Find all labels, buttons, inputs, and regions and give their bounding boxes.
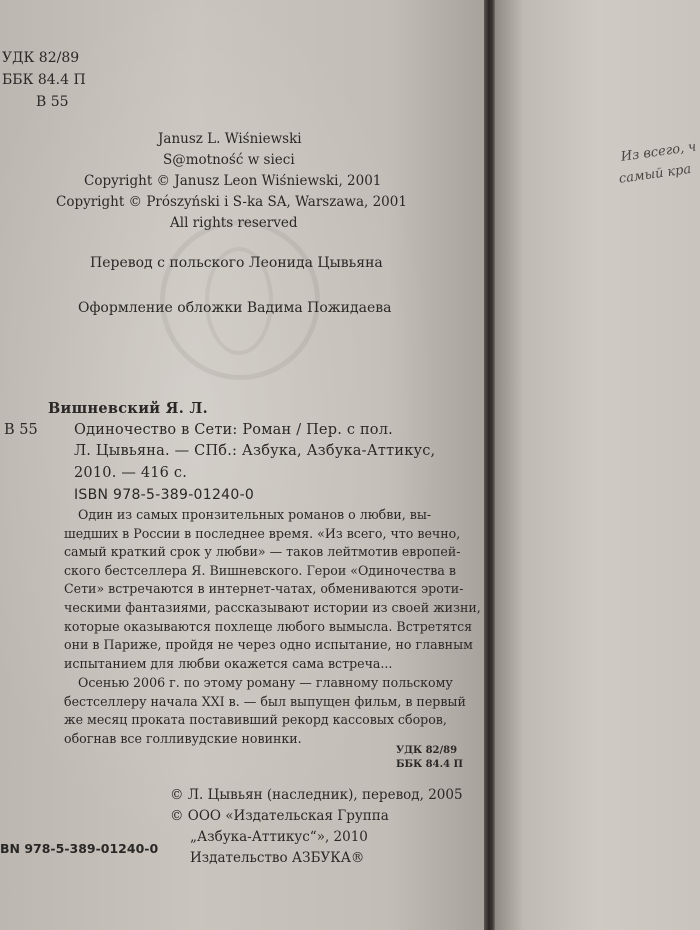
publisher-name: Издательство АЗБУКА® <box>190 850 365 866</box>
bibliographic-line-3: 2010. — 416 с. <box>74 465 188 481</box>
copyright-publisher: Copyright © Prószyński i S-ka SA, Warszawa, 2001 <box>56 194 407 210</box>
annotation-line: которые оказываются похлеще любого вымысла. Встретятся <box>64 618 473 634</box>
annotation-line: же месяц проката поставивший рекорд кассовых сборов, <box>64 712 447 728</box>
annotation-line: испытанием для любви окажется сама встреча... <box>64 655 393 671</box>
bibliographic-code: В 55 <box>4 422 38 438</box>
small-bbk-code: ББК 84.4 П <box>396 759 463 770</box>
annotation-line: шедших в России в последнее время. «Из всего, что вечно, <box>64 525 461 541</box>
bibliographic-line-2: Л. Цывьяна. — СПб.: Азбука, Азбука-Аттикус, <box>74 443 436 459</box>
cover-credit: Оформление обложки Вадима Пожидаева <box>78 300 392 316</box>
original-title: S@motność w sieci <box>163 152 295 168</box>
udk-code: УДК 82/89 <box>2 50 80 66</box>
copyright-group-name: „Азбука-Аттикус“», 2010 <box>190 829 368 845</box>
annotation-line: Один из самых пронзительных романов о любви, вы- <box>78 507 432 522</box>
annotation-line: Сети» встречаются в интернет-чатах, обмениваются эроти- <box>64 581 464 597</box>
rights-reserved: All rights reserved <box>170 215 298 231</box>
annotation-line: обогнав все голливудские новинки. <box>64 730 302 746</box>
annotation-line: Осенью 2006 г. по этому роману — главному польскому <box>78 675 453 690</box>
annotation-line: самый краткий срок у любви» — таков лейтмотив европей- <box>64 544 461 560</box>
copyright-translation: © Л. Цывьян (наследник), перевод, 2005 <box>170 787 463 803</box>
bbk-code: ББК 84.4 П <box>2 72 86 88</box>
copyright-author: Copyright © Janusz Leon Wiśniewski, 2001 <box>84 173 382 189</box>
original-author: Janusz L. Wiśniewski <box>158 131 302 147</box>
annotation-line: ского бестселлера Я. Вишневского. Герои «Одиночества в <box>64 562 456 578</box>
annotation-line: ческими фантазиями, рассказывают истории из своей жизни, <box>64 599 481 615</box>
annotation-paragraph-1 <box>64 506 481 673</box>
annotation-paragraph-2 <box>64 674 466 748</box>
annotation-line: бестселлеру начала XXI в. — был выпущен фильм, в первый <box>64 693 466 709</box>
small-udk-code: УДК 82/89 <box>396 745 458 756</box>
facing-page <box>495 0 700 930</box>
annotation-line: они в Париже, пройдя не через одно испытание, но главным <box>64 637 473 653</box>
isbn: ISBN 978-5-389-01240-0 <box>74 487 255 503</box>
bibliographic-author: Вишневский Я. Л. <box>48 400 208 417</box>
epigraph-line-2: самый кра <box>618 161 693 187</box>
epigraph-line-1: Из всего, ч <box>620 139 698 165</box>
bibliographic-line-1: Одиночество в Сети: Роман / Пер. с пол. <box>74 422 393 438</box>
isbn-bottom: BN 978-5-389-01240-0 <box>0 841 159 856</box>
copyright-group: © ООО «Издательская Группа <box>170 808 389 824</box>
author-sign-code: В 55 <box>36 94 69 110</box>
translation-credit: Перевод с польского Леонида Цывьяна <box>90 255 383 271</box>
